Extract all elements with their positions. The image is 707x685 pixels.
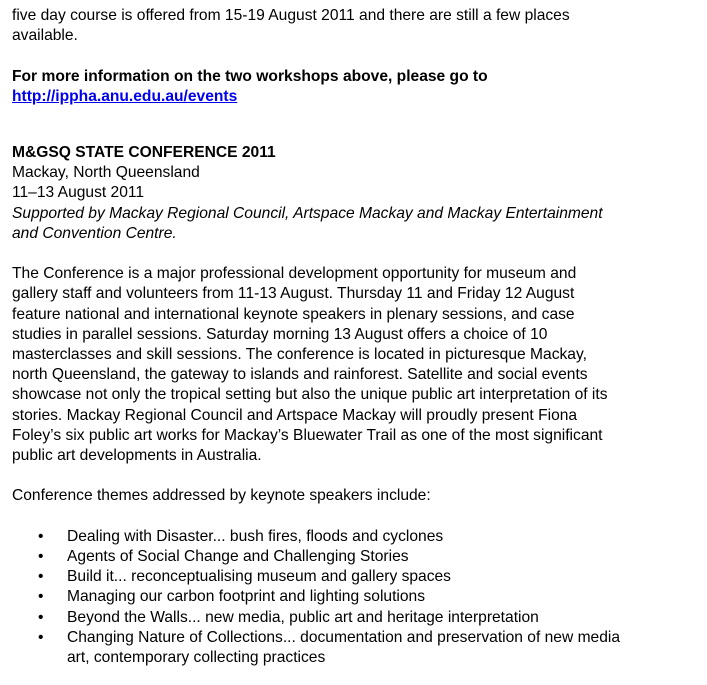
description-line: stories. Mackay Regional Council and Artspace Mackay will proudly present Fiona [12, 406, 578, 424]
bullet-icon: • [38, 568, 44, 586]
spacer [12, 244, 702, 264]
theme-item [12, 608, 702, 628]
theme-item [12, 527, 702, 547]
theme-item [12, 547, 702, 567]
description-line: studies in parallel sessions. Saturday morning 13 August offers a choice of 10 [12, 325, 548, 343]
description-line: feature national and international keynote speakers in plenary sessions, and case [12, 305, 575, 323]
bullet-icon: • [38, 588, 44, 606]
bullet-icon: • [38, 527, 44, 545]
conference-supporters: and Convention Centre. [12, 224, 177, 242]
more-info-text: For more information on the two workshops above, please go to [12, 67, 488, 85]
document-page [12, 6, 702, 668]
description-line: showcase not only the tropical setting but also the unique public art interpretation of its [12, 386, 608, 404]
conference-heading: M&GSQ STATE CONFERENCE 2011 [12, 144, 276, 161]
theme-item [12, 628, 702, 668]
theme-text: Build it... reconceptualising museum and gallery spaces [67, 568, 451, 586]
bullet-icon: • [38, 608, 44, 626]
theme-text: art, contemporary collecting practices [67, 649, 326, 667]
intro-line: five day course is offered from 15-19 August 2011 and there are still a few places [12, 7, 570, 24]
theme-text: Dealing with Disaster... bush fires, floods and cyclones [67, 527, 444, 545]
description-line: gallery staff and volunteers from 11-13 August. Thursday 11 and Friday 12 August [12, 285, 575, 303]
themes-intro: Conference themes addressed by keynote speakers include: [12, 487, 431, 505]
theme-text: Agents of Social Change and Challenging Stories [67, 548, 409, 566]
conference-description [12, 264, 702, 466]
intro-line: available. [12, 27, 78, 45]
description-line: masterclasses and skill sessions. The conference is located in picturesque Mackay, [12, 346, 587, 364]
description-line: north Queensland, the gateway to islands and rainforest. Satellite and social events [12, 366, 588, 384]
theme-item [12, 567, 702, 587]
spacer [12, 107, 702, 143]
theme-text: Beyond the Walls... new media, public art and heritage interpretation [67, 608, 539, 626]
conference-dates: 11–13 August 2011 [12, 184, 145, 202]
bullet-icon: • [38, 628, 44, 646]
description-line: Foley’s six public art works for Mackay’s Bluewater Trail as one of the most significant [12, 426, 603, 444]
theme-item [12, 587, 702, 607]
themes-list [12, 527, 702, 668]
spacer [12, 507, 702, 527]
spacer [12, 466, 702, 486]
theme-text: Managing our carbon footprint and lighting solutions [67, 588, 426, 606]
conference-supporters: Supported by Mackay Regional Council, Artspace Mackay and Mackay Entertainment [12, 204, 603, 222]
bullet-icon: • [38, 548, 44, 566]
description-line: public art developments in Australia. [12, 447, 262, 465]
events-link[interactable]: http://ippha.anu.edu.au/events [12, 87, 238, 105]
description-line: The Conference is a major professional development opportunity for museum and [12, 265, 577, 283]
spacer [12, 46, 702, 66]
conference-location: Mackay, North Queensland [12, 164, 200, 182]
theme-text: Changing Nature of Collections... documentation and preservation of new media [67, 628, 621, 646]
